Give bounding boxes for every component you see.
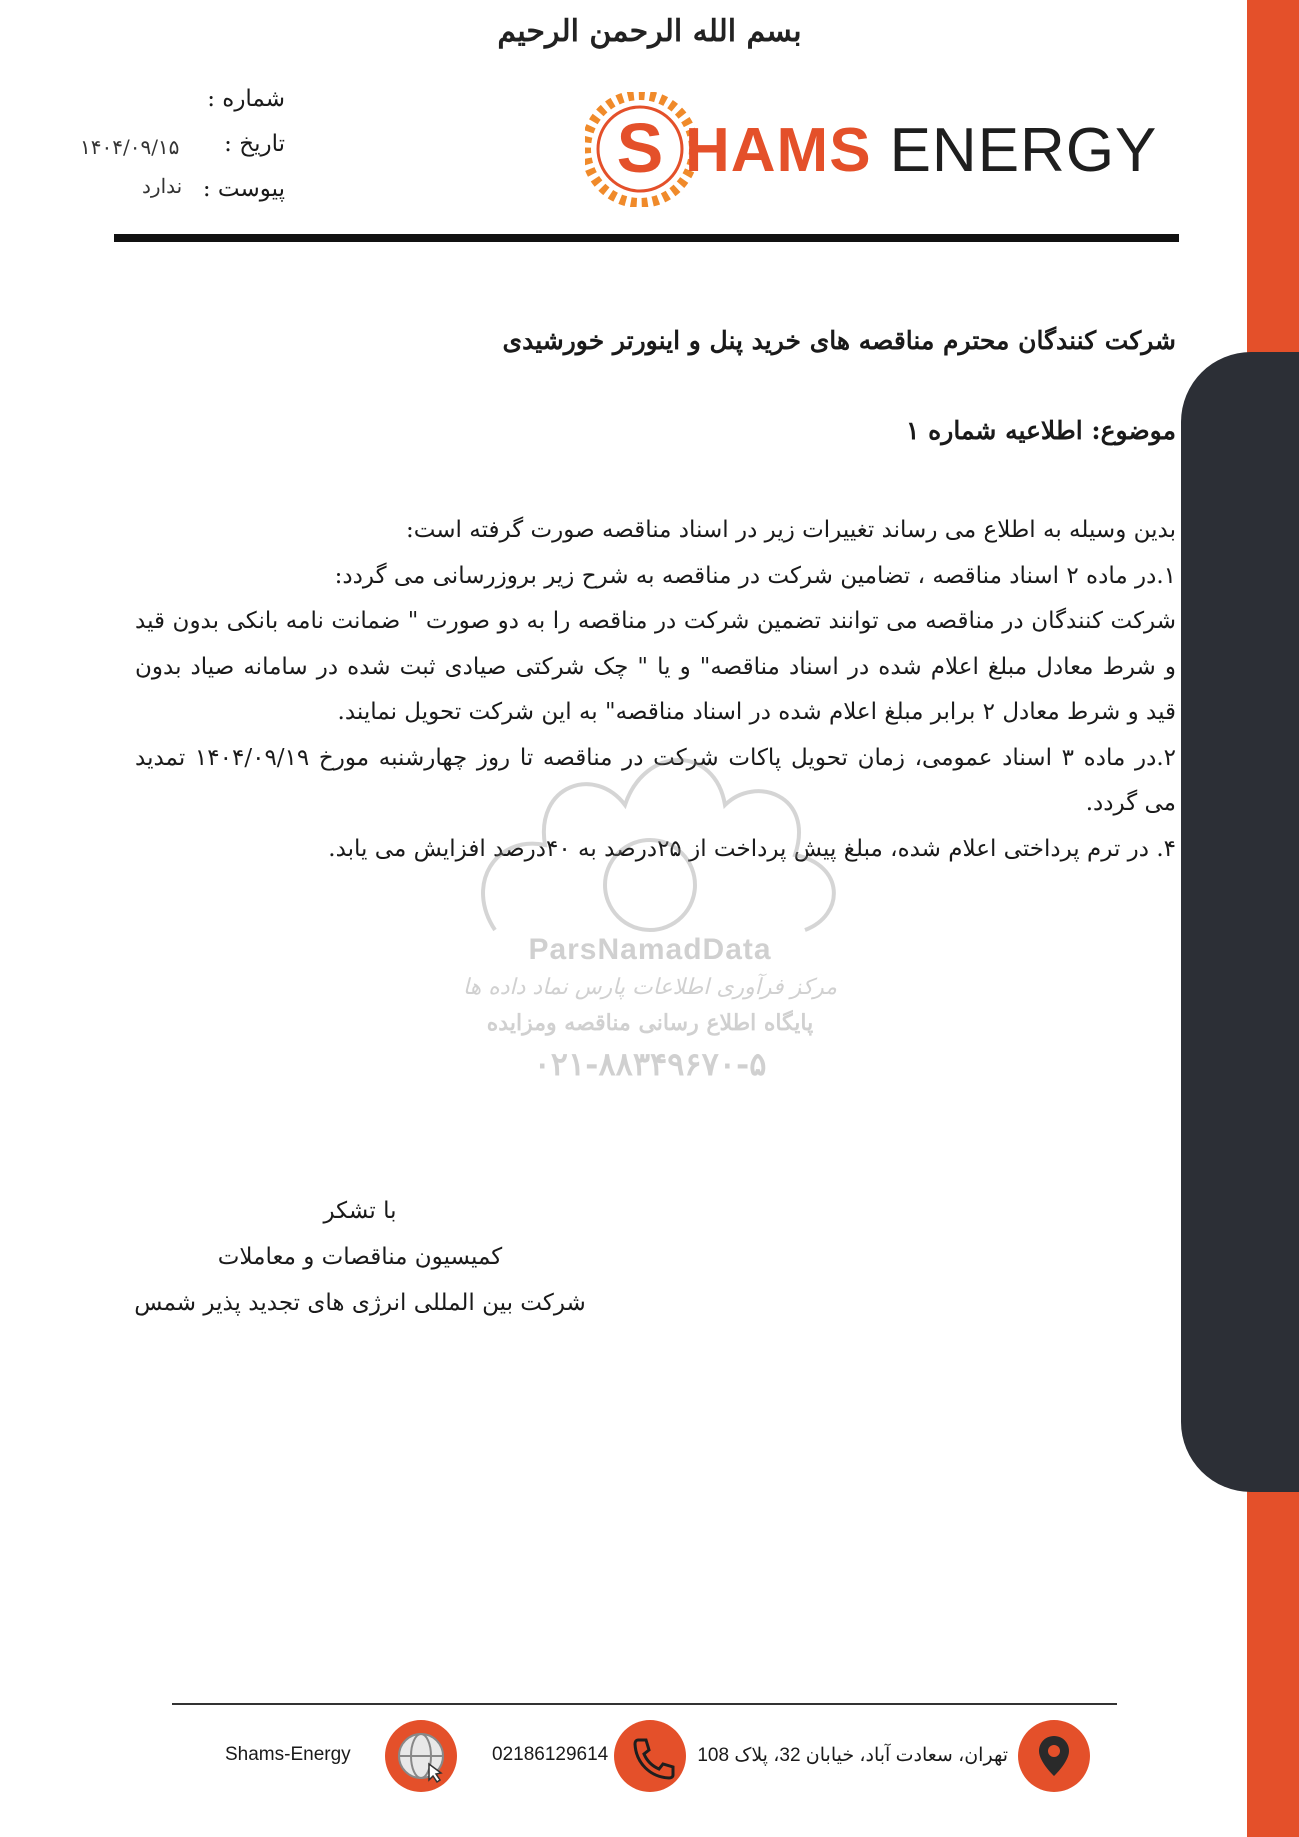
footer-website: Shams-Energy [225, 1744, 351, 1765]
letter-meta [80, 86, 295, 221]
logo-wordmark [685, 116, 1158, 185]
watermark-line2: پایگاه اطلاع رسانی مناقصه ومزایده [486, 1010, 814, 1036]
watermark-line1: مرکز فرآوری اطلاعات پارس نماد داده ها [462, 975, 838, 1000]
watermark-emblem-icon [455, 735, 845, 935]
date-label: تاریخ : [224, 131, 285, 157]
number-label: شماره : [207, 86, 285, 112]
signature-block [120, 1188, 600, 1326]
right-edge-dark-band [1181, 352, 1299, 1492]
footer-address: تهران، سعادت آباد، خیابان 32، پلاک 108 [697, 1745, 1008, 1766]
body-paragraph: ۱.در ماده ۲ اسناد مناقصه ، تضامین شرکت در مناقصه به شرح زیر بروزرسانی می گردد: [334, 562, 1176, 589]
watermark-phone: ۰۲۱-۸۸۳۴۹۶۷۰-۵ [533, 1045, 767, 1083]
svg-text:S: S [616, 109, 664, 187]
header-divider [114, 234, 1179, 242]
signature-department: کمیسیون مناقصات و معاملات [217, 1244, 503, 1270]
attachment-label: پیوست : [202, 176, 285, 202]
phone-icon [614, 1720, 686, 1792]
recipient-heading: شرکت کنندگان محترم مناقصه های خرید پنل و اینورتر خورشیدی [502, 326, 1176, 355]
date-row [80, 131, 295, 176]
signature-company: شرکت بین المللی انرژی های تجدید پذیر شمس [134, 1290, 586, 1316]
globe-icon [385, 1720, 457, 1792]
footer-phone: 02186129614 [492, 1744, 609, 1765]
watermark-brand: ParsNamadData [528, 933, 772, 966]
body-paragraph: ۴. در ترم پرداختی اعلام شده، مبلغ پیش پرداخت از ۲۵درصد به ۴۰درصد افزایش می یابد. [328, 835, 1176, 862]
subject-heading: موضوع: اطلاعیه شماره ۱ [906, 416, 1176, 445]
footer-divider [172, 1703, 1117, 1705]
attachment-row [80, 176, 295, 221]
body-paragraph: شرکت کنندگان در مناقصه می توانند تضمین شرکت در مناقصه را به دو صورت " ضمانت نامه بانکی بدون قید و شرط معادل مبلغ اعلام شده در اسناد مناقصه" و یا " چک شرکتی صیادی ثبت شده در سامانه صیاد بدون قید و شرط معادل ۲ برابر مبلغ اعلام شده در اسناد مناقصه" به این شرکت تحویل نمایند. [135, 608, 1176, 725]
logo-hams-text: HAMS [685, 116, 872, 185]
body-paragraph: ۲.در ماده ۳ اسناد عمومی، زمان تحویل پاکات شرکت در مناقصه تا روز چهارشنبه مورخ ۱۴۰۴/۰۹/۱۹ تمدید می گردد. [135, 744, 1176, 816]
date-value: ۱۴۰۴/۰۹/۱۵ [80, 135, 180, 159]
logo-energy-text: ENERGY [889, 116, 1158, 185]
footer [0, 1720, 1299, 1800]
watermark [455, 735, 845, 1095]
location-pin-icon [1018, 1720, 1090, 1792]
shams-energy-logo [585, 92, 1158, 207]
body-paragraph: بدین وسیله به اطلاع می رساند تغییرات زیر در اسناد مناقصه صورت گرفته است: [405, 517, 1176, 543]
bismillah-heading: بسم الله الرحمن الرحیم [497, 14, 802, 49]
sun-logo-icon [585, 92, 695, 207]
attachment-value: ندارد [142, 174, 183, 198]
number-row [80, 86, 295, 131]
signature-closing: با تشکر [323, 1198, 397, 1224]
